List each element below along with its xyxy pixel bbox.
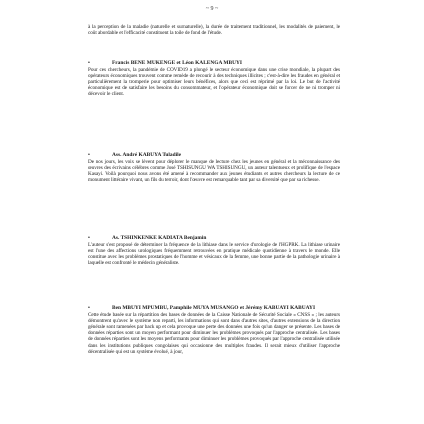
intro-paragraph: à la perception de la maladie (naturelle et surnaturelle), la durée de traitement traditionnel, les modalités de paiement, le coût abordable et l'efficacité constituent la toile de fond de l'étude. [88, 24, 340, 37]
intro-block [88, 24, 340, 36]
section-text: Cette étude basée sur la répartition des bases de données de la Caisse Nationale de Sécurité Sociale « CNSS » ; les auteurs démontrent qu'avec le système non reparti, les informations qui sont dans d'autres sites, d'autres extensions de la direction générale sont ramenées par back up et cela provoque une perte des données une fois qu'un danger se présente. Les bases de données réparties sont un moyen performant pour diminuer les problèmes provoqués par l'approche centralisée. Les bases de données réparties sont les moyens performants pour diminuer les problèmes provoqués par l'approche centralisée utilisée dans les institutions publiques congolaises qui occasionne des multiples fraudes. Il serait mieux d'utiliser l'approche décentralisée qui est un système évolué, à jour, [88, 312, 340, 355]
section-text: Pour ces chercheurs, la pandémie de COVID19 a plongé le secteur économique dans une crise mondiale, la plupart des opérateurs économiques trouvent comme remède de recourir à des techniques illicites ; c'est-à-dire les fraudes en général et particulièrement la tromperie pour optimiser leurs bénéfices, alors que ceci est réprimé par la loi. Le but de l'activité économique est de satisfaire les besoins du consommateur, et l'opérateur économique doit se forcer de ne ni tromper ni décevoir le client. [88, 67, 340, 98]
bullet: • [88, 60, 90, 66]
section-4 [88, 305, 340, 355]
bullet: • [88, 152, 90, 158]
section-heading [88, 305, 340, 311]
section-author: As. TSHINKENKE KADIATA Benjamin [112, 235, 207, 241]
section-author: Ben MBUYI MPUMBU, Pamphile MUYA MUSANGO et Jérémy KABUAYI KABUAYI [112, 305, 316, 311]
section-1 [88, 60, 340, 98]
page-number: ~ 9 ~ [205, 6, 219, 12]
section-2 [88, 152, 340, 183]
section-author: Ass. André KABUYA Tuladile [112, 152, 182, 158]
section-heading [88, 235, 340, 241]
section-heading [88, 60, 340, 66]
bullet: • [88, 305, 90, 311]
section-text: De nos jours, les voix se lèvent pour déplorer le manque de lecture chez les jeunes en général et la méconnaissance des œuvres des écrivains célèbres comme José TSHISUNGU WA TSHISUNGU, un auteur talentueux et prolifique de l'espace Kasayi. Voilà pourquoi nous avons été amené à recommander aux jeunes étudiants et autres chercheurs la lecture de ce monument littéraire vivant, un fils du terroir, dont l'œuvre est remarquable tant par sa diversité que par sa richesse. [88, 159, 340, 184]
section-text: L'auteur s'est proposé de déterminer la fréquence de la lithiase dans le service d'urologie de l'HGPRK. La lithiase urinaire est l'une des affections urologiques fréquemment retrouvées en pratique médicale quotidienne à travers le monde. Elle constitue avec les problèmes prostatiques de l'homme et vésicaux de la femme, une bonne partie de la pathologie urinaire à laquelle est confronté le médecin généraliste. [88, 242, 340, 267]
section-heading [88, 152, 340, 158]
bullet: • [88, 235, 90, 241]
section-author: Francis BENE MUKENGE et Léon KALENGA MBUYI [112, 60, 242, 66]
section-3 [88, 235, 340, 266]
